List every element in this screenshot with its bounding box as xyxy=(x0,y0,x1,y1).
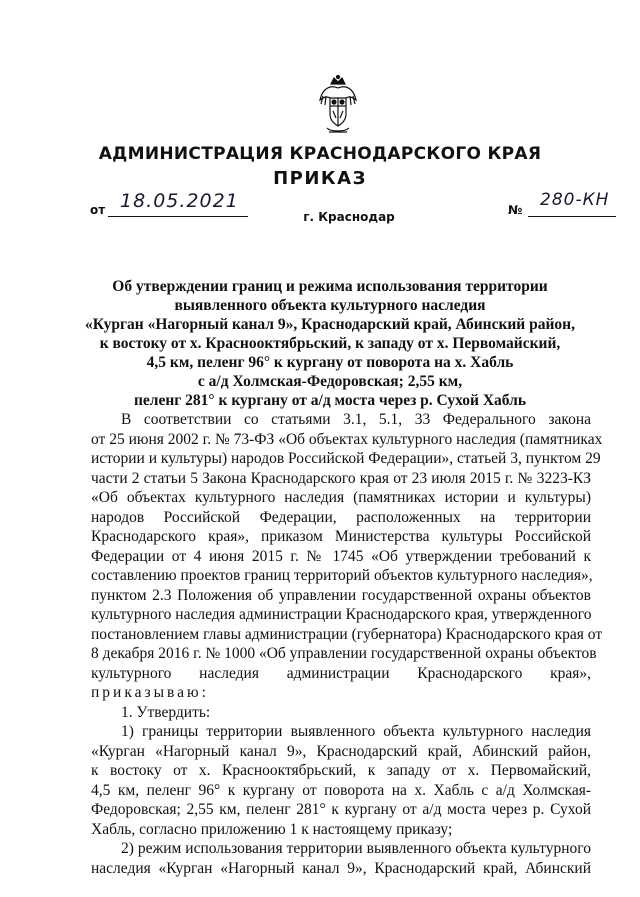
body-line: 1. Утвердить: xyxy=(121,703,211,721)
body-line: наследия «Курган «Нагорный канал 9», Краснодарский край, Абинский xyxy=(91,859,591,877)
body-line: 4,5 км, пеленг 96° к кургану от поворота на х. Хабль с а/д Холмская- xyxy=(91,781,591,799)
title-line: выявленного объекта культурного наследия xyxy=(174,297,486,314)
body-line: Краснодарского края», приказом Министерства культуры Российской xyxy=(91,528,591,545)
title-line: с а/д Холмская-Федоровская; 2,55 км, xyxy=(197,373,463,390)
body-line: постановлением главы администрации (губернатора) Краснодарского края от xyxy=(91,625,603,643)
title-line: к востоку от х. Краснооктябрьский, к западу от х. Первомайский, xyxy=(99,335,561,352)
city: г. Краснодар xyxy=(303,210,395,224)
body-line: составлению проектов границ территорий объектов культурного наследия», xyxy=(91,567,593,584)
title-line: 4,5 км, пеленг 96° к кургану от поворота на х. Хабль xyxy=(146,354,514,371)
document-body xyxy=(91,410,603,878)
organization-name: АДМИНИСТРАЦИЯ КРАСНОДАРСКОГО КРАЯ xyxy=(98,144,542,164)
body-line: пунктом 2.3 Положения об управлении государственной охраны объектов xyxy=(91,586,591,604)
body-line: Федоровская; 2,55 км, пеленг 281° к кургану от а/д моста через р. Сухой xyxy=(91,801,591,818)
number-underline xyxy=(528,216,616,217)
handwritten-date: 18.05.2021 xyxy=(120,190,239,212)
title-line: «Курган «Нагорный канал 9», Краснодарский край, Абинский район, xyxy=(85,316,575,333)
handwritten-number: 280-КН xyxy=(540,190,610,210)
body-line: народов Российской Федерации, расположенных на территории xyxy=(91,508,591,526)
body-line: 2) режим использования территории выявленного объекта культурного xyxy=(121,840,591,857)
body-line: Федерации от 4 июня 2015 г. № 1745 «Об утверждении требований к xyxy=(91,547,591,565)
body-line: 8 декабря 2016 г. № 1000 «Об управлении государственной охраны объектов xyxy=(91,645,597,662)
body-line: части 2 статьи 5 Закона Краснодарского края от 23 июля 2015 г. № 3223-КЗ xyxy=(91,469,591,487)
body-line: В соответствии со статьями 3.1, 5.1, 33 Федерального закона xyxy=(121,411,591,428)
body-line: культурного наследия администрации Краснодарского края», xyxy=(91,664,591,682)
body-line: 1) границы территории выявленного объекта культурного наследия xyxy=(121,723,591,740)
body-line: от 25 июня 2002 г. № 73-ФЗ «Об объектах культурного наследия (памятниках xyxy=(91,430,603,448)
title-line: Об утверждении границ и режима использования территории xyxy=(112,278,548,295)
date-prefix: от xyxy=(90,203,106,217)
body-line: культурного наследия администрации Краснодарского края, утвержденного xyxy=(91,606,592,623)
body-line: к востоку от х. Краснооктябрьский, к западу от х. Первомайский, xyxy=(91,762,591,779)
body-line: Хабль, согласно приложению 1 к настоящему приказу; xyxy=(91,820,453,838)
coat-of-arms-emblem xyxy=(317,74,359,136)
title-line: пеленг 281° к кургану от а/д моста через р. Сухой Хабль xyxy=(133,392,527,409)
document-title xyxy=(80,277,580,410)
number-prefix: № xyxy=(508,203,523,217)
order-word: приказываю: xyxy=(91,684,209,701)
body-line: «Курган «Нагорный канал 9», Краснодарский край, Абинский район, xyxy=(91,742,591,760)
body-line: «Об объектах культурного наследия (памятниках истории и культуры) xyxy=(91,489,591,506)
document-type: ПРИКАЗ xyxy=(273,168,367,189)
body-line: истории и культуры) народов Российской Федерации», статьей 3, пунктом 29 xyxy=(91,450,601,467)
